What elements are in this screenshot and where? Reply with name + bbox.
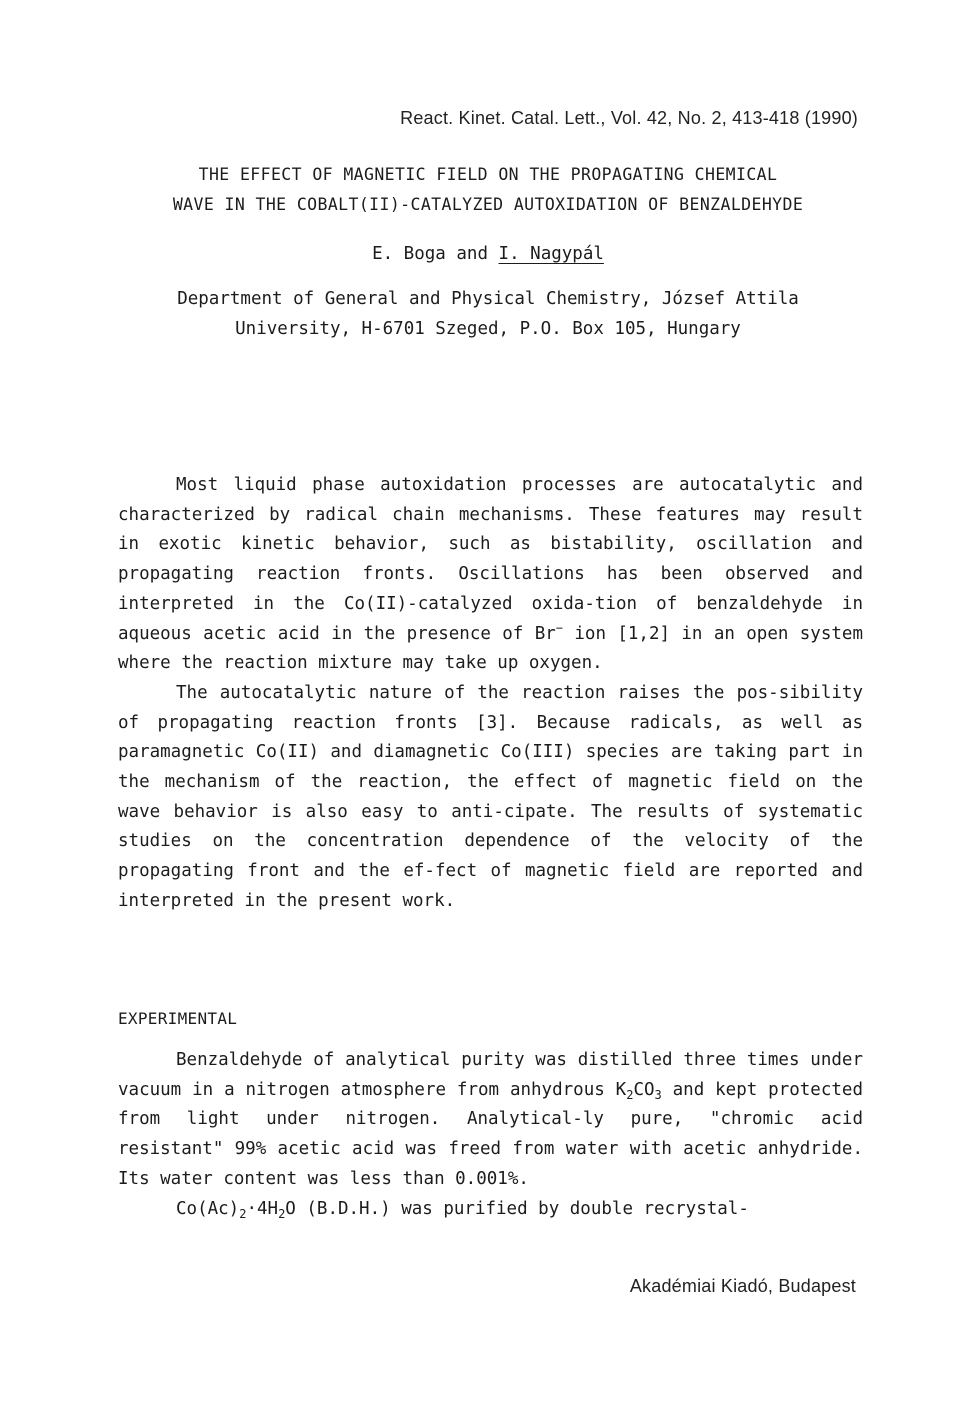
author-connector: and xyxy=(456,244,488,264)
paragraph-3-text-b: CO xyxy=(633,1079,655,1100)
title-line-2: WAVE IN THE COBALT(II)-CATALYZED AUTOXIDATION OF BENZALDEHYDE xyxy=(172,195,804,214)
experimental-section xyxy=(118,1046,863,1224)
introduction xyxy=(118,471,863,917)
paper-title xyxy=(0,160,976,220)
subscript: 3 xyxy=(654,1087,662,1102)
subscript: 2 xyxy=(278,1206,286,1221)
authors xyxy=(0,244,976,264)
paragraph-4-text-a: Co(Ac) xyxy=(176,1198,240,1219)
bromide-charge: − xyxy=(555,620,564,635)
paragraph-3-text-a: Benzaldehyde of analytical purity was distilled three times under vacuum in a nitrogen atmosphere from anhydrous K xyxy=(118,1050,863,1100)
paragraph-4-text-c: O (B.D.H.) was purified by double recrystal- xyxy=(285,1198,749,1219)
paragraph-3 xyxy=(118,1046,863,1195)
affiliation-line-1: Department of General and Physical Chemistry, József Attila xyxy=(177,289,799,309)
paragraph-3-text-c: and kept protected from light under nitrogen. Analytical-ly pure, "chromic acid resistant" 99% acetic acid was freed from water with acetic anhydride. Its water content was less than 0.001%. xyxy=(118,1079,863,1189)
author-1: E. Boga xyxy=(372,244,446,264)
paragraph-4-text-b: ·4H xyxy=(246,1198,279,1219)
title-line-1: THE EFFECT OF MAGNETIC FIELD ON THE PROPAGATING CHEMICAL xyxy=(198,165,778,184)
subscript: 2 xyxy=(239,1206,247,1221)
paragraph-1 xyxy=(118,471,863,679)
paragraph-1-text-a: Most liquid phase autoxidation processes are autocatalytic and characterized by radical chain mechanisms. These features may result in exotic kinetic behavior, such as bistability, oscillation and propagating reaction fronts. Oscillations has been observed and interpreted in the Co(II)-catalyzed oxida-tion of benzaldehyde in aqueous acetic acid in the presence of Br xyxy=(118,475,863,644)
author-2: I. Nagypál xyxy=(498,244,604,264)
affiliation xyxy=(0,284,976,344)
journal-citation: React. Kinet. Catal. Lett., Vol. 42, No. 2, 413-418 (1990) xyxy=(400,108,858,128)
paragraph-2: The autocatalytic nature of the reaction raises the pos-sibility of propagating reaction fronts [3]. Because radicals, as well as paramagnetic Co(II) and diamagnetic Co(III) species are taking part in the mechanism of the reaction, the effect of magnetic field on the wave behavior is also easy to anti-cipate. The results of systematic studies on the concentration dependence of the velocity of the propagating front and the ef-fect of magnetic field are reported and interpreted in the present work. xyxy=(118,682,863,911)
paragraph-1-text-b: ion [1,2] in an open system where the reaction mixture may take up oxygen. xyxy=(118,623,863,674)
section-heading-experimental: EXPERIMENTAL xyxy=(118,1009,238,1028)
paragraph-4 xyxy=(118,1195,863,1225)
subscript: 2 xyxy=(626,1087,634,1102)
publisher-footer: Akadémiai Kiadó, Budapest xyxy=(629,1276,856,1296)
affiliation-line-2: University, H-6701 Szeged, P.O. Box 105, Hungary xyxy=(235,319,741,339)
